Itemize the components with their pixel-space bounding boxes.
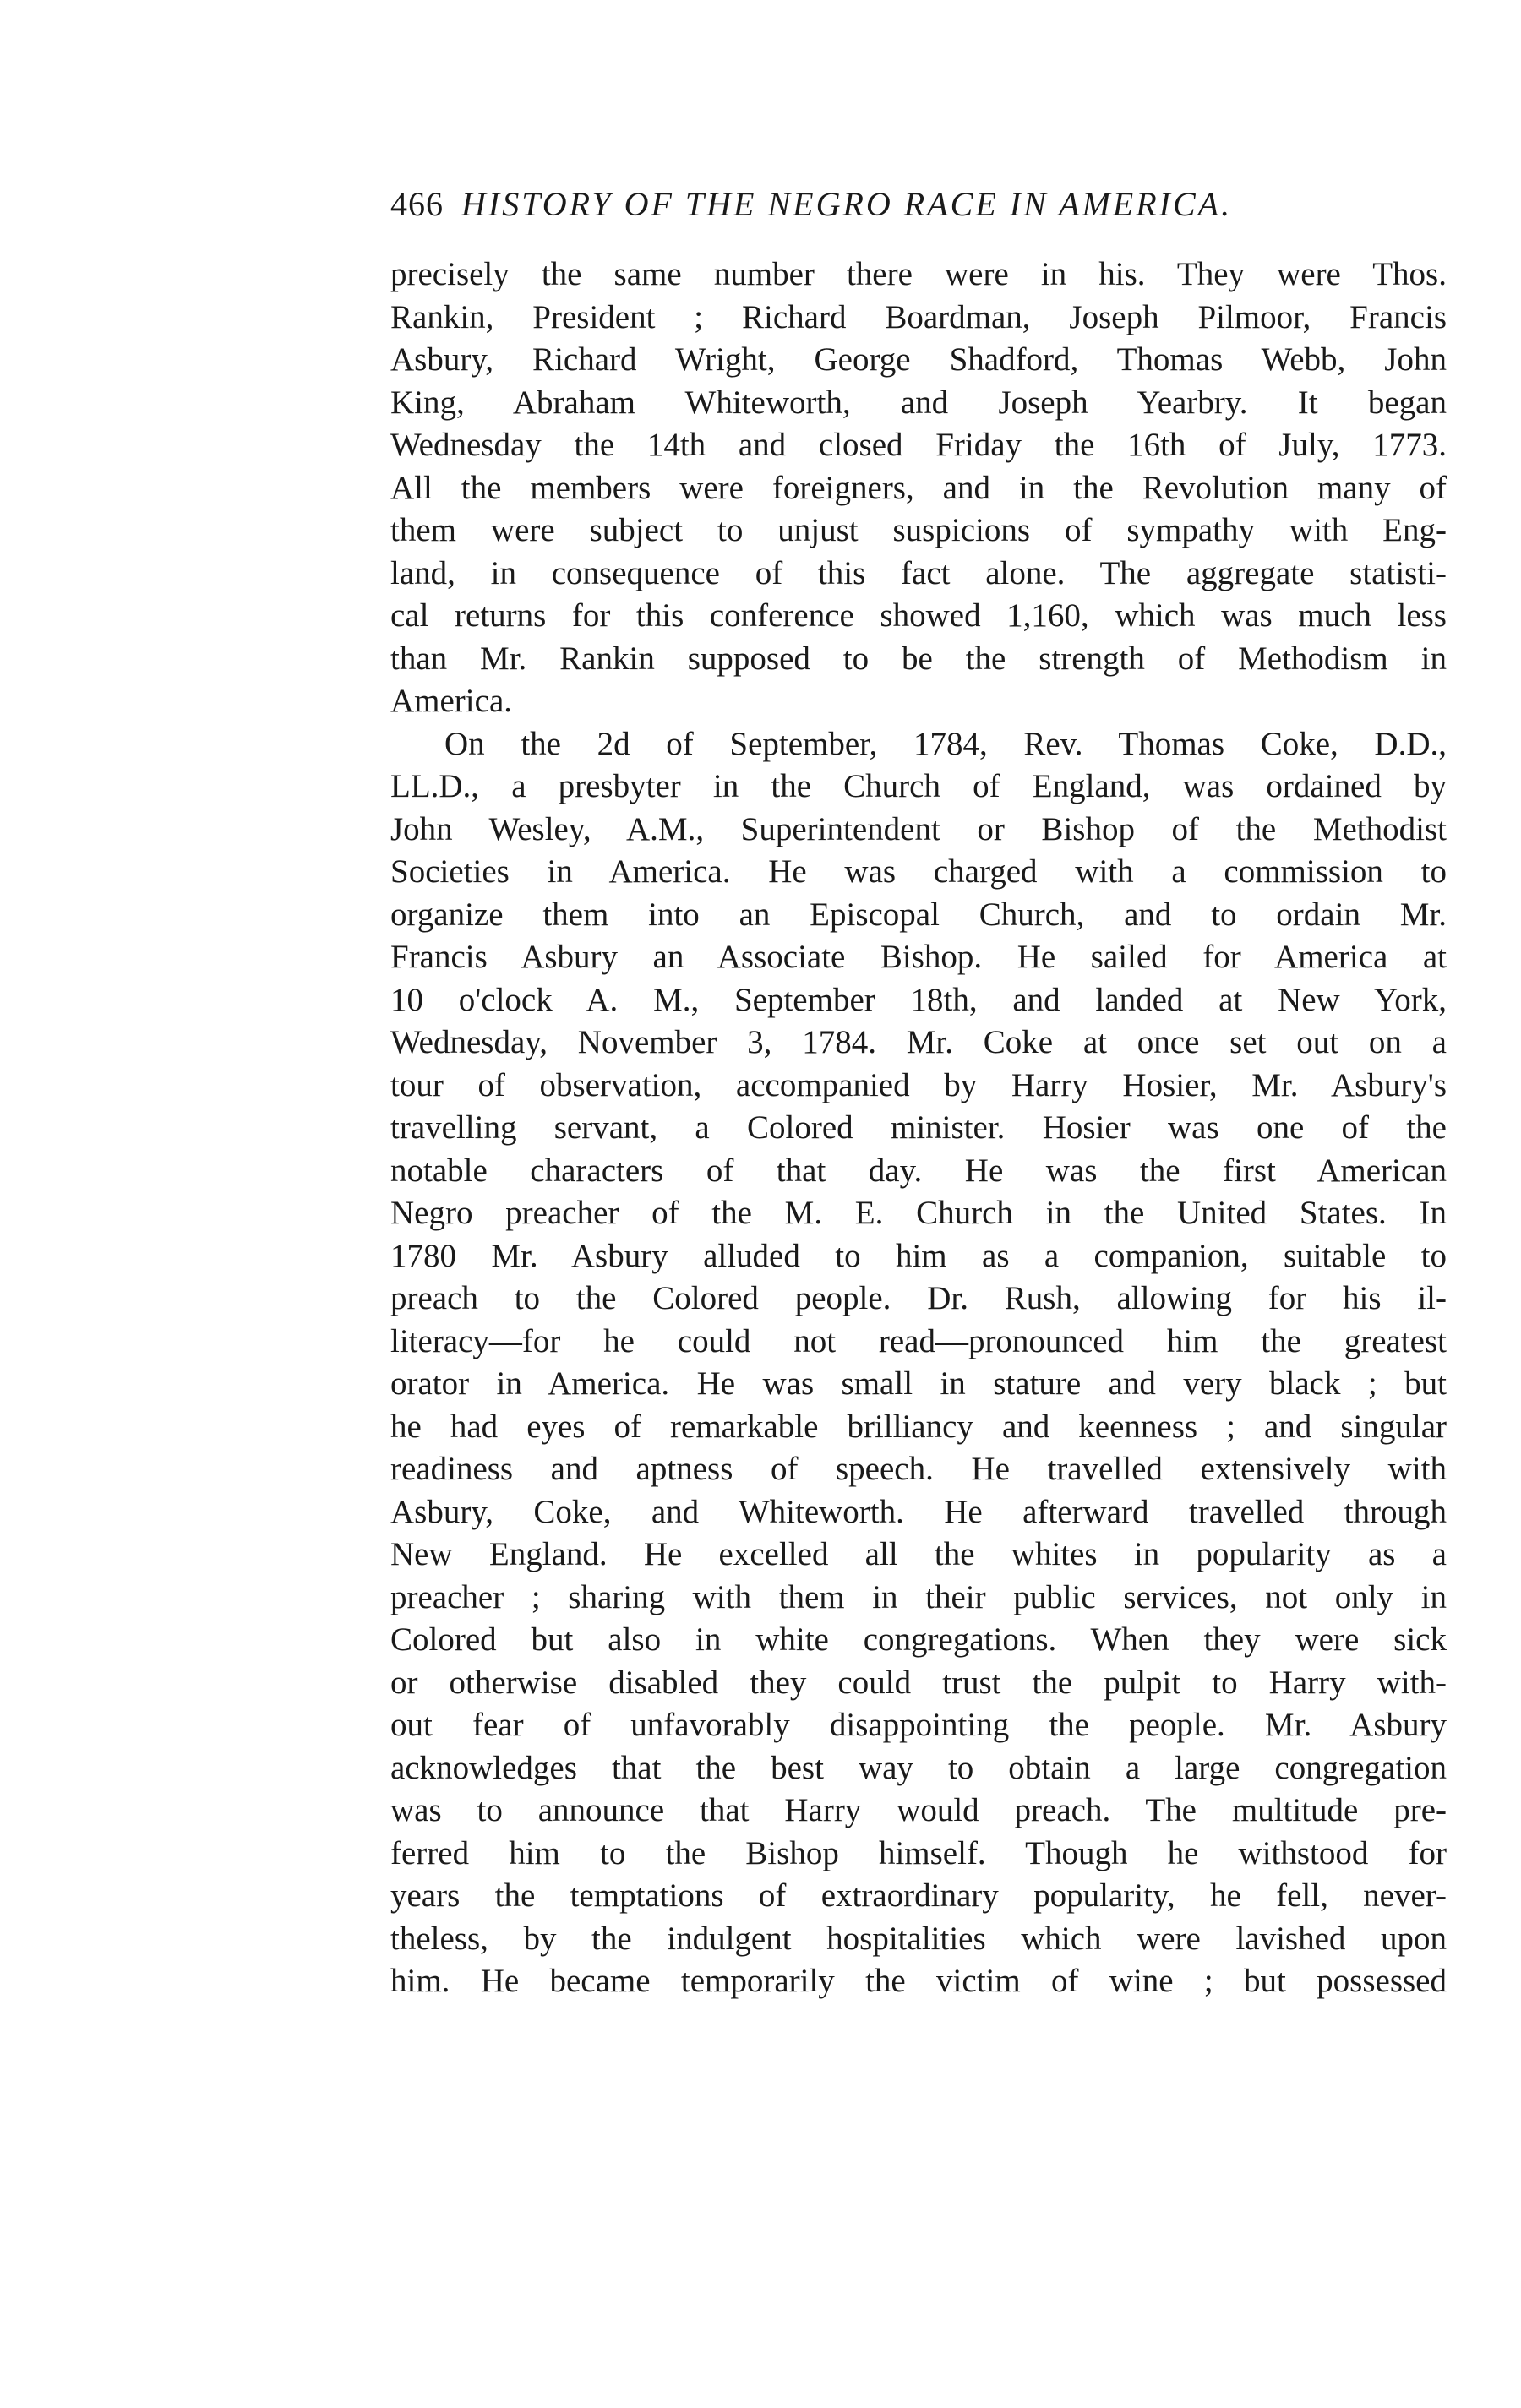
text-line: ferred him to the Bishop himself. Though he withstood for — [390, 1834, 1447, 1871]
text-line: land, in consequence of this fact alone. The aggregate statisti- — [390, 554, 1447, 591]
text-line: them were subject to unjust suspicions of sympathy with Eng- — [390, 512, 1447, 548]
text-line: Rankin, President ; Richard Boardman, Joseph Pilmoor, Francis — [390, 298, 1447, 335]
text-line: King, Abraham Whiteworth, and Joseph Yearbry. It began — [390, 384, 1447, 421]
running-head — [390, 179, 1447, 230]
text-line: or otherwise disabled they could trust the pulpit to Harry with- — [390, 1664, 1447, 1701]
text-line: cal returns for this conference showed 1,160, which was much less — [390, 597, 1447, 634]
text-line: All the members were foreigners, and in the Revolution many of — [390, 469, 1447, 506]
text-line: travelling servant, a Colored minister. Hosier was one of the — [390, 1109, 1447, 1146]
running-title: HISTORY OF THE NEGRO RACE IN AMERICA. — [461, 185, 1233, 223]
text-line: Societies in America. He was charged with a commission to — [390, 853, 1447, 890]
text-line: 10 o'clock A. M., September 18th, and landed at New York, — [390, 981, 1447, 1018]
text-line: Asbury, Coke, and Whiteworth. He afterward travelled through — [390, 1493, 1447, 1530]
paragraph — [390, 723, 1447, 2003]
body-text — [390, 253, 1447, 2003]
text-line: Negro preacher of the M. E. Church in the United States. In — [390, 1195, 1447, 1231]
text-line: him. He became temporarily the victim of wine ; but possessed — [390, 1963, 1447, 1999]
text-line: theless, by the indulgent hospitalities which were lavished upon — [390, 1920, 1447, 1957]
text-line: than Mr. Rankin supposed to be the strength of Methodism in — [390, 640, 1447, 677]
text-line: preacher ; sharing with them in their public services, not only in — [390, 1578, 1447, 1615]
text-line: Wednesday, November 3, 1784. Mr. Coke at once set out on a — [390, 1024, 1447, 1060]
text-line: notable characters of that day. He was the first American — [390, 1152, 1447, 1189]
text-line: Asbury, Richard Wright, George Shadford, Thomas Webb, John — [390, 341, 1447, 378]
text-line: literacy—for he could not read—pronounced him the greatest — [390, 1322, 1447, 1359]
text-line: acknowledges that the best way to obtain a large congregation — [390, 1749, 1447, 1786]
text-line: LL.D., a presbyter in the Church of England, was ordained by — [390, 768, 1447, 804]
paragraph — [390, 253, 1447, 723]
text-line: precisely the same number there were in his. They were Thos. — [390, 256, 1447, 292]
text-line: out fear of unfavorably disappointing the people. Mr. Asbury — [390, 1707, 1447, 1743]
text-line: tour of observation, accompanied by Harry Hosier, Mr. Asbury's — [390, 1066, 1447, 1103]
text-line: Colored but also in white congregations. When they were sick — [390, 1621, 1447, 1658]
text-line: John Wesley, A.M., Superintendent or Bishop of the Methodist — [390, 810, 1447, 847]
text-line: Francis Asbury an Associate Bishop. He sailed for America at — [390, 939, 1447, 975]
text-line: years the temptations of extraordinary popularity, he fell, never- — [390, 1877, 1447, 1914]
text-line: 1780 Mr. Asbury alluded to him as a companion, suitable to — [390, 1237, 1447, 1274]
text-line: New England. He excelled all the whites in popularity as a — [390, 1536, 1447, 1572]
text-line: America. — [390, 683, 513, 719]
text-line: orator in America. He was small in stature and very black ; but — [390, 1365, 1447, 1402]
text-line: was to announce that Harry would preach. The multitude pre- — [390, 1792, 1447, 1828]
text-line: Wednesday the 14th and closed Friday the 16th of July, 1773. — [390, 427, 1447, 463]
page-number: 466 — [390, 185, 444, 223]
text-line: On the 2d of September, 1784, Rev. Thomas Coke, D.D., — [444, 725, 1447, 762]
text-line: organize them into an Episcopal Church, and to ordain Mr. — [390, 896, 1447, 933]
text-line: readiness and aptness of speech. He travelled extensively with — [390, 1451, 1447, 1487]
text-line: preach to the Colored people. Dr. Rush, allowing for his il- — [390, 1280, 1447, 1316]
text-line: he had eyes of remarkable brilliancy and keenness ; and singular — [390, 1408, 1447, 1445]
